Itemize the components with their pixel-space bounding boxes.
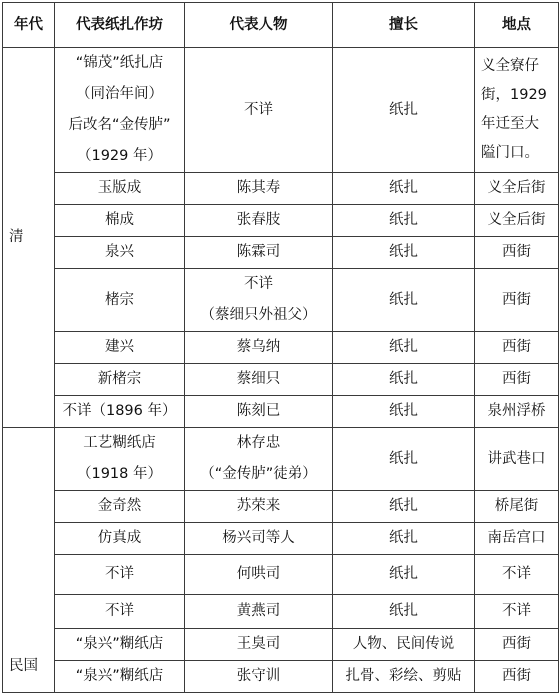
person-cell: 林存忠 （“金传胪”徒弟）: [185, 428, 333, 491]
person-cell: 不详 （蔡细只外祖父）: [185, 269, 333, 332]
shop-cell: 不详: [55, 555, 185, 595]
era-cell-minguo: 民国: [3, 428, 55, 693]
table-row: [3, 523, 559, 555]
skill-cell: 纸扎: [333, 332, 475, 364]
table-row: [3, 491, 559, 523]
header-shop: 代表纸扎作坊: [55, 3, 185, 48]
person-cell: 张守训: [185, 661, 333, 693]
skill-cell: 纸扎: [333, 523, 475, 555]
place-cell: 西街: [475, 629, 559, 661]
skill-cell: 纸扎: [333, 364, 475, 396]
paper-shop-table: [2, 2, 559, 693]
place-cell: 西街: [475, 332, 559, 364]
skill-cell: 纸扎: [333, 555, 475, 595]
place-cell: 义全后街: [475, 205, 559, 237]
person-cell: 陈霖司: [185, 237, 333, 269]
table-row: [3, 269, 559, 332]
place-cell: 桥尾街: [475, 491, 559, 523]
shop-cell: 仿真成: [55, 523, 185, 555]
person-cell: 陈其寿: [185, 173, 333, 205]
table-row: [3, 661, 559, 693]
table-row: [3, 364, 559, 396]
shop-cell: “泉兴”糊纸店: [55, 661, 185, 693]
shop-cell: 不详（1896 年）: [55, 396, 185, 428]
table-row: [3, 428, 559, 491]
header-era: 年代: [3, 3, 55, 48]
skill-cell: 人物、民间传说: [333, 629, 475, 661]
place-cell: 不详: [475, 555, 559, 595]
place-cell: 西街: [475, 237, 559, 269]
shop-cell: 棉成: [55, 205, 185, 237]
place-cell: 西街: [475, 661, 559, 693]
skill-cell: 纸扎: [333, 269, 475, 332]
person-cell: 王臭司: [185, 629, 333, 661]
place-cell: 南岳宫口: [475, 523, 559, 555]
header-skill: 擅长: [333, 3, 475, 48]
shop-cell: 金奇然: [55, 491, 185, 523]
shop-cell: 工艺糊纸店 （1918 年）: [55, 428, 185, 491]
shop-cell: “锦茂”纸扎店 （同治年间） 后改名“金传胪” （1929 年）: [55, 48, 185, 173]
table-row: [3, 396, 559, 428]
shop-cell: 不详: [55, 595, 185, 629]
table-row: [3, 629, 559, 661]
person-cell: 苏荣来: [185, 491, 333, 523]
table-row: [3, 205, 559, 237]
shop-cell: 新楮宗: [55, 364, 185, 396]
skill-cell: 纸扎: [333, 205, 475, 237]
person-cell: 杨兴司等人: [185, 523, 333, 555]
place-cell: 不详: [475, 595, 559, 629]
shop-cell: “泉兴”糊纸店: [55, 629, 185, 661]
person-cell: 蔡乌纳: [185, 332, 333, 364]
era-cell-qing: 清: [3, 48, 55, 428]
skill-cell: 纸扎: [333, 48, 475, 173]
skill-cell: 纸扎: [333, 428, 475, 491]
person-cell: 黄燕司: [185, 595, 333, 629]
table-row: [3, 48, 559, 173]
skill-cell: 扎骨、彩绘、剪贴: [333, 661, 475, 693]
header-person: 代表人物: [185, 3, 333, 48]
place-cell: 西街: [475, 269, 559, 332]
table-row: [3, 237, 559, 269]
skill-cell: 纸扎: [333, 595, 475, 629]
table-row: [3, 332, 559, 364]
place-cell: 讲武巷口: [475, 428, 559, 491]
skill-cell: 纸扎: [333, 173, 475, 205]
skill-cell: 纸扎: [333, 237, 475, 269]
person-cell: 张春肢: [185, 205, 333, 237]
skill-cell: 纸扎: [333, 491, 475, 523]
place-cell: 义全寮仔 街，1929 年迁至大 隘门口。: [475, 48, 559, 173]
person-cell: 蔡细只: [185, 364, 333, 396]
header-place: 地点: [475, 3, 559, 48]
shop-cell: 玉版成: [55, 173, 185, 205]
person-cell: 不详: [185, 48, 333, 173]
person-cell: 何哄司: [185, 555, 333, 595]
shop-cell: 楮宗: [55, 269, 185, 332]
table-header-row: [3, 3, 559, 48]
table-row: [3, 173, 559, 205]
place-cell: 义全后街: [475, 173, 559, 205]
shop-cell: 建兴: [55, 332, 185, 364]
place-cell: 西街: [475, 364, 559, 396]
shop-cell: 泉兴: [55, 237, 185, 269]
person-cell: 陈刻已: [185, 396, 333, 428]
table-row: [3, 595, 559, 629]
place-cell: 泉州浮桥: [475, 396, 559, 428]
skill-cell: 纸扎: [333, 396, 475, 428]
table-row: [3, 555, 559, 595]
